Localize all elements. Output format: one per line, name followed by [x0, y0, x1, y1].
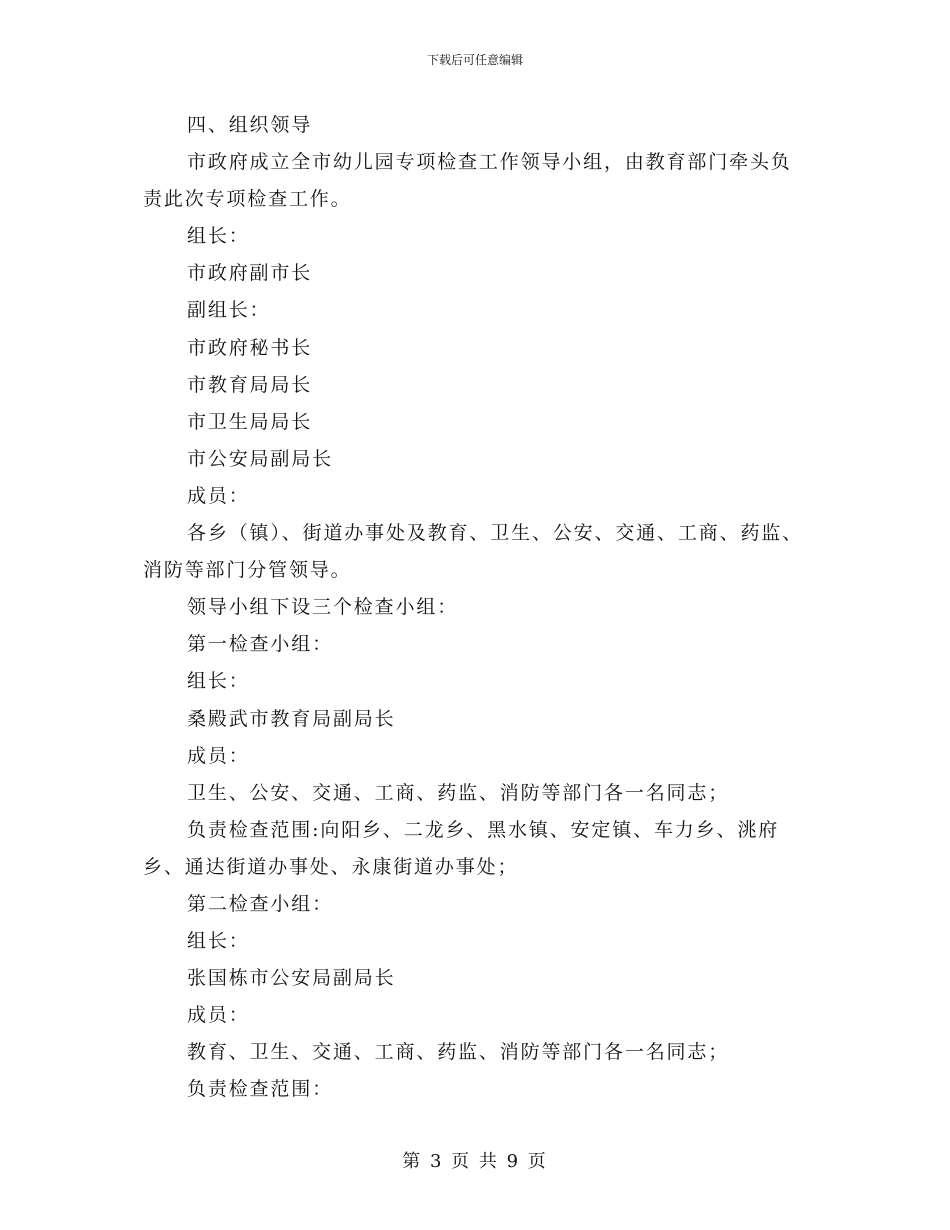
- paragraph: 成员：: [187, 484, 250, 507]
- paragraph: 领导小组下设三个检查小组：: [187, 596, 459, 619]
- page-number: 第 3 页 共 9 页: [402, 1151, 548, 1172]
- paragraph: 市政府副市长: [187, 262, 313, 285]
- paragraph: 市公安局副局长: [187, 447, 333, 470]
- page-header: 下载后可任意编辑: [426, 53, 523, 67]
- paragraph: 副组长：: [187, 299, 271, 322]
- paragraph: 市政府秘书长: [187, 336, 313, 359]
- paragraph: 组长：: [187, 225, 250, 248]
- paragraph: 组长：: [187, 930, 250, 953]
- paragraph: 张国栋市公安局副局长: [187, 967, 396, 990]
- paragraph: 市卫生局局长: [187, 410, 313, 433]
- paragraph: 教育、卫生、交通、工商、药监、消防等部门各一名同志；: [187, 1041, 730, 1064]
- paragraph: 市政府成立全市幼儿园专项检查工作领导小组，由教育部门牵头负责此次专项检查工作。: [143, 151, 792, 211]
- paragraph: 组长：: [187, 670, 250, 693]
- paragraph: 成员：: [187, 1004, 250, 1027]
- paragraph: 第二检查小组：: [187, 892, 333, 915]
- paragraph: 市教育局局长: [187, 373, 313, 396]
- paragraph: 卫生、公安、交通、工商、药监、消防等部门各一名同志；: [187, 781, 730, 804]
- document-body: [143, 107, 811, 1109]
- paragraph: 成员：: [187, 744, 250, 767]
- paragraph: 第一检查小组：: [187, 633, 333, 656]
- section-heading: 四、组织领导: [187, 114, 313, 136]
- paragraph: 负责检查范围:向阳乡、二龙乡、黑水镇、安定镇、车力乡、洮府乡、通达街道办事处、永康街道办事处；: [143, 818, 780, 878]
- paragraph: 负责检查范围：: [187, 1078, 333, 1101]
- paragraph: 桑殿武市教育局副局长: [187, 707, 396, 730]
- paragraph: 各乡（镇）、街道办事处及教育、卫生、公安、交通、工商、药监、消防等部门分管领导。: [143, 522, 804, 582]
